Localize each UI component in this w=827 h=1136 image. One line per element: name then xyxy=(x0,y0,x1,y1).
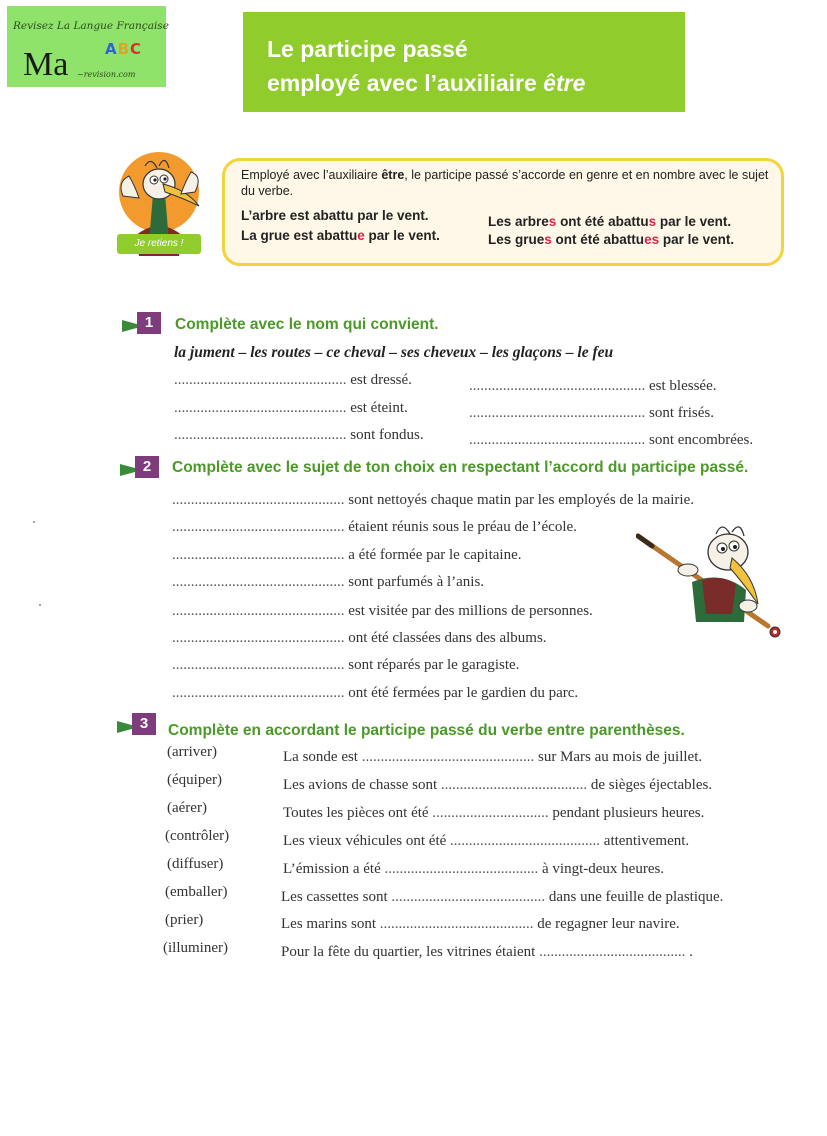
logo-brand: Ma xyxy=(23,46,69,83)
answer-blank[interactable]: ......................................... xyxy=(391,889,546,905)
rule-box xyxy=(222,158,784,266)
answer-blank[interactable]: ......................................... xyxy=(379,916,534,932)
exercise-3-sentence-7: Les marins sont ......................................... de regagner leur navire. xyxy=(281,916,680,932)
exercise-3-sentence-1: La sonde est .............................................. sur Mars au mois de juillet. xyxy=(283,749,703,765)
exercise-3-sentence-3: Toutes les pièces ont été ............................... pendant plusieurs heures. xyxy=(283,805,705,821)
exercise-2-line-7: .............................................. sont réparés par le garagiste. xyxy=(172,657,520,673)
exercise-3-sentence-2: Les avions de chasse sont ....................................... de sièges éjectables. xyxy=(283,777,713,793)
exercise-1-line-right-1: ............................................... est blessée. xyxy=(469,378,717,394)
je-retiens-label: Je retiens ! xyxy=(117,234,201,254)
exercise-3-verb-3: (aérer) xyxy=(167,800,207,816)
billiard-bird-illustration xyxy=(636,518,784,642)
billiard-bird-icon xyxy=(636,518,784,642)
exercise-2-line-8: .............................................. ont été fermées par le gardien du parc. xyxy=(172,685,579,701)
answer-blank[interactable]: .............................................. xyxy=(172,574,345,590)
exercise-3-verb-6: (emballer) xyxy=(165,884,228,900)
answer-blank[interactable]: ............................................... xyxy=(469,432,646,448)
exercise-2-line-6: .............................................. ont été classées dans des albums. xyxy=(172,630,547,646)
exercise-3-verb-8: (illuminer) xyxy=(163,940,228,956)
exercise-3-verb-5: (diffuser) xyxy=(167,856,224,872)
exercise-3-number: 3 xyxy=(132,713,156,735)
exercise-1-line-right-2: ............................................... sont frisés. xyxy=(469,405,714,421)
page-title-line-2: employé avec l’auxiliaire être xyxy=(267,70,586,96)
exercise-2-line-3: .............................................. a été formée par le capitaine. xyxy=(172,547,522,563)
rule-intro: Employé avec l’auxiliaire être, le participe passé s’accorde en genre et en nombre avec le sujet du verbe. xyxy=(241,168,769,198)
exercise-2-title: Complète avec le sujet de ton choix en respectant l’accord du participe passé. xyxy=(172,459,749,476)
exercise-1-word-list: la jument – les routes – ce cheval – ses cheveux – les glaçons – le feu xyxy=(174,344,614,361)
answer-blank[interactable]: .............................................. xyxy=(172,603,345,619)
logo-abc: ABC xyxy=(105,40,143,58)
exercise-3-verb-2: (équiper) xyxy=(167,772,222,788)
example-2-left: La grue est abattue par le vent. xyxy=(241,228,440,243)
answer-blank[interactable]: .............................................. xyxy=(172,519,345,535)
exercise-2-number: 2 xyxy=(135,456,159,478)
exercise-3-sentence-5: L’émission a été ......................................... à vingt-deux heures. xyxy=(283,861,665,877)
answer-blank[interactable]: ......................................... xyxy=(384,861,539,877)
bird-mascot-badge xyxy=(113,146,205,260)
example-2-right: Les grues ont été abattues par le vent. xyxy=(488,232,735,247)
answer-blank[interactable]: ............................................... xyxy=(469,405,646,421)
exercise-1-line-left-3: .............................................. sont fondus. xyxy=(174,427,424,443)
exercise-3-verb-7: (prier) xyxy=(165,912,204,928)
answer-blank[interactable]: ....................................... xyxy=(440,777,588,793)
answer-blank[interactable]: .............................................. xyxy=(172,657,345,673)
example-1-left: L’arbre est abattu par le vent. xyxy=(241,208,429,223)
answer-blank[interactable]: .............................................. xyxy=(174,427,347,443)
exercise-2-line-4: .............................................. sont parfumés à l’anis. xyxy=(172,574,485,590)
answer-blank[interactable]: .............................................. xyxy=(172,547,345,563)
site-logo xyxy=(7,6,169,87)
answer-blank[interactable]: ............................... xyxy=(432,805,549,821)
title-banner xyxy=(243,12,685,112)
exercise-1-title: Complète avec le nom qui convient. xyxy=(175,316,439,333)
answer-blank[interactable]: .............................................. xyxy=(174,372,347,388)
answer-blank[interactable]: .............................................. xyxy=(172,630,345,646)
answer-blank[interactable]: ....................................... xyxy=(539,944,686,960)
answer-blank[interactable]: ............................................... xyxy=(469,378,646,394)
exercise-2-line-1: .............................................. sont nettoyés chaque matin par les employés de la mairie. xyxy=(172,492,694,508)
exercise-3-verb-1: (arriver) xyxy=(167,744,217,760)
exercise-1-number: 1 xyxy=(137,312,161,334)
exercise-1-line-left-2: .............................................. est éteint. xyxy=(174,400,408,416)
exercise-2-line-5: .............................................. est visitée par des millions de personnes. xyxy=(172,603,593,619)
answer-blank[interactable]: .............................................. xyxy=(174,400,347,416)
exercise-1-line-left-1: .............................................. est dressé. xyxy=(174,372,412,388)
logo-site: ~revision.com xyxy=(77,70,136,79)
scan-speck xyxy=(33,521,35,523)
exercise-2-line-2: .............................................. étaient réunis sous le préau de l’école. xyxy=(172,519,577,535)
answer-blank[interactable]: .............................................. xyxy=(172,492,345,508)
example-1-right: Les arbres ont été abattus par le vent. xyxy=(488,214,732,229)
answer-blank[interactable]: ........................................ xyxy=(450,833,601,849)
exercise-1-line-right-3: ............................................... sont encombrées. xyxy=(469,432,754,448)
page-title-line-1: Le participe passé xyxy=(267,36,468,62)
exercise-3-sentence-8: Pour la fête du quartier, les vitrines étaient ....................................... . xyxy=(281,944,693,960)
exercise-3-sentence-6: Les cassettes sont ......................................... dans une feuille de plastique. xyxy=(281,889,724,905)
scan-speck xyxy=(39,604,41,606)
exercise-3-verb-4: (contrôler) xyxy=(165,828,230,844)
answer-blank[interactable]: .............................................. xyxy=(172,685,345,701)
answer-blank[interactable]: .............................................. xyxy=(361,749,535,765)
exercise-3-sentence-4: Les vieux véhicules ont été ........................................ attentivement. xyxy=(283,833,690,849)
exercise-3-title: Complète en accordant le participe passé du verbe entre parenthèses. xyxy=(168,722,685,739)
logo-tagline: Revisez La Langue Française xyxy=(13,20,169,32)
